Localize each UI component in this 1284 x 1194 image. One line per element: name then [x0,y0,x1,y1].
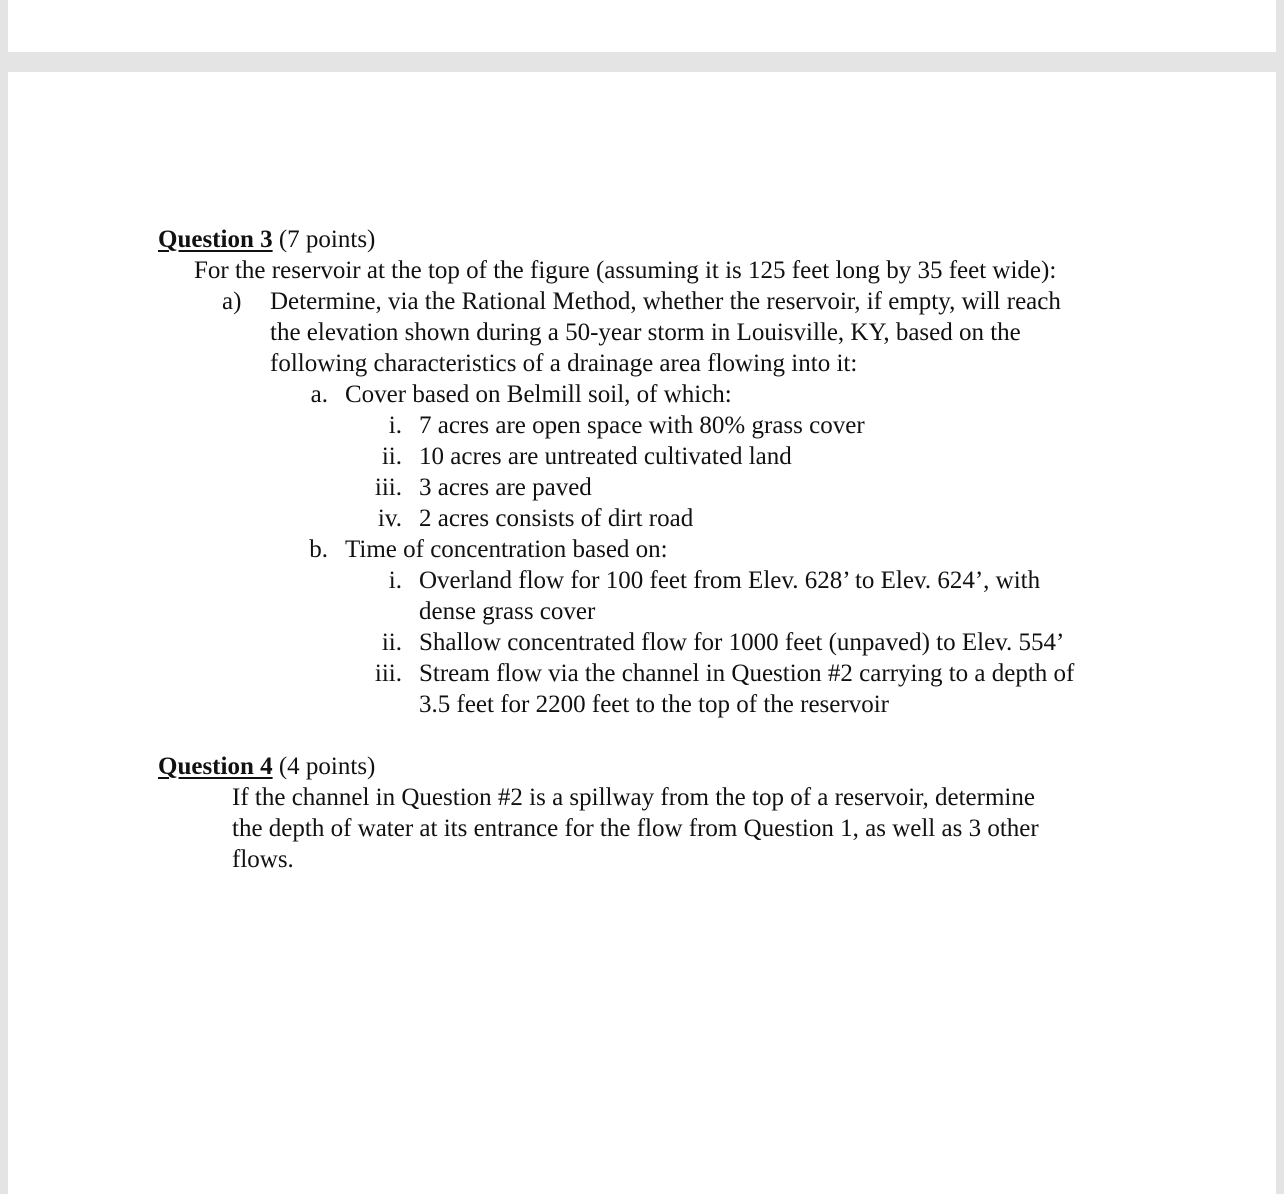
question-4-heading [158,751,375,782]
cover-item: 7 acres are open space with 80% grass cover [419,412,865,439]
tc-item-marker: i. [388,567,402,594]
question-4-line-3: flows. [232,846,294,873]
question-4-title: Question 4 [158,753,273,780]
question-3-title: Question 3 [158,226,273,253]
part-a-line-2: the elevation shown during a 50-year storm in Louisville, KY, based on the [270,319,1021,346]
sub-b-marker: b. [309,536,328,563]
question-3-points: (7 points) [278,226,376,253]
cover-item-marker: iii. [374,474,402,501]
tc-item-line-1: Shallow concentrated flow for 1000 feet (unpaved) to Elev. 554’ [419,629,1065,656]
previous-page [8,0,1276,52]
tc-item-line-1: Overland flow for 100 feet from Elev. 628’ to Elev. 624’, with [419,567,1041,594]
cover-item-marker: ii. [381,443,402,470]
question-4-line-1: If the channel in Question #2 is a spillway from the top of a reservoir, determine [232,784,1035,811]
sub-a-text: Cover based on Belmill soil, of which: [345,381,732,408]
question-4-line-2: the depth of water at its entrance for the flow from Question 1, as well as 3 other [232,815,1039,842]
tc-item-marker: ii. [381,629,402,656]
cover-item: 3 acres are paved [419,474,592,501]
tc-item-line-2: dense grass cover [419,598,596,625]
part-a-marker: a) [222,288,242,315]
question-3-heading [158,224,375,255]
question-4-points: (4 points) [278,753,376,780]
question-3-intro: For the reservoir at the top of the figure (assuming it is 125 feet long by 35 feet wide): [194,257,1057,284]
sub-a-marker: a. [310,381,328,408]
tc-item-line-2: 3.5 feet for 2200 feet to the top of the reservoir [419,691,889,718]
part-a-line-1: Determine, via the Rational Method, whether the reservoir, if empty, will reach [270,288,1061,315]
cover-item: 10 acres are untreated cultivated land [419,443,792,470]
cover-item-marker: iv. [377,505,402,532]
tc-item-marker: iii. [374,660,402,687]
part-a-line-3: following characteristics of a drainage area flowing into it: [270,350,858,377]
cover-item: 2 acres consists of dirt road [419,505,694,532]
cover-item-marker: i. [388,412,402,439]
sub-b-text: Time of concentration based on: [345,536,668,563]
tc-item-line-1: Stream flow via the channel in Question #2 carrying to a depth of [419,660,1075,687]
